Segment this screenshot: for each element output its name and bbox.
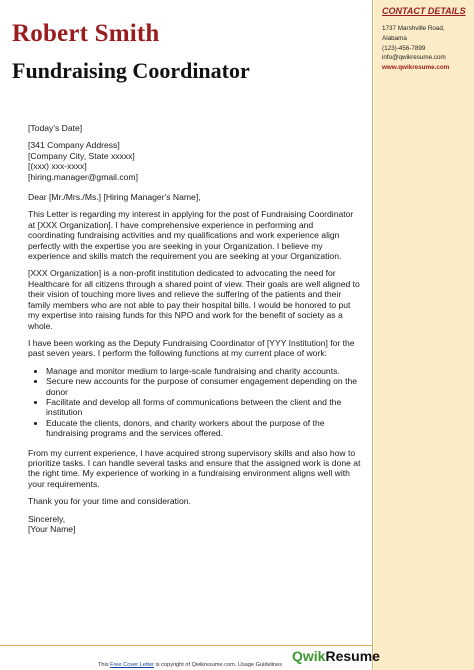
recipient-address-line: [341 Company Address] (28, 140, 120, 151)
duty-item: • Facilitate and develop all forms of communications between the client and the institution (46, 397, 361, 418)
applicant-role: Fundraising Coordinator (12, 58, 250, 83)
signature-name: [Your Name] (28, 524, 76, 534)
sidebar-divider (372, 0, 373, 670)
copyright-notice (98, 662, 282, 668)
recipient-address-line: [hiring.manager@gmail.com] (28, 171, 138, 182)
copyright-suffix: is copyright of Qwikresume.com. Usage Guidelines (153, 662, 283, 668)
signature-block (28, 514, 361, 535)
contact-details-heading: CONTACT DETAILS (382, 6, 466, 16)
duty-item: • Educate the clients, donors, and charity workers about the purpose of the fundraising programs and the services offered. (46, 418, 361, 439)
closing: Sincerely, (28, 513, 66, 524)
contact-email[interactable]: info@qwikresume.com (382, 54, 446, 62)
paragraph-intro: This Letter is regarding my interest in applying for the post of Fundraising Coordinator at [XXX Organization]. I have comprehensive experience in performing and coordinating fundraising activities and my qualifications and work experience align perfectly with the expertise you are seeking in your Organization. I believe my experience and skills match the requirement you are seeking at your Organization. (28, 209, 354, 262)
paragraph-organization: [XXX Organization] is a non-profit institution dedicated to advocating the need for Healthcare for all citizens through a shared point of view. Their goals are well aligned to their vision of touching more lives and relieve the suffering of the patients and their family members who are not able to pay their hospital bills. I would be honored to put my expertise into raising funds for this NPO and work for the benefit of society as a whole. (28, 268, 360, 331)
copyright-prefix: This (98, 662, 111, 668)
contact-address-line-2: Alabama (382, 34, 407, 42)
contact-website[interactable]: www.qwikresume.com (382, 64, 450, 72)
contact-phone: (123)-456-7899 (382, 44, 426, 52)
free-cover-letter-link[interactable]: Free Cover Letter (110, 662, 154, 668)
qwikresume-logo[interactable] (292, 648, 380, 664)
recipient-address (28, 140, 361, 182)
recipient-address-line: [Company City, State xxxxx] (28, 150, 135, 161)
recipient-address-line: [(xxx) xxx-xxxx] (28, 161, 87, 172)
page-footer (0, 642, 474, 670)
footer-divider (0, 645, 372, 646)
duty-item: • Manage and monitor medium to large-scale fundraising and charity accounts. (46, 366, 361, 376)
paragraph-skills: From my current experience, I have acquired strong supervisory skills and also how to prioritize tasks. I can handle several tasks and ensure that the assigned work is done at the right time. My experience of working in a fundraising environment aligns well with your requirements. (28, 447, 361, 489)
contact-details (382, 24, 472, 73)
letter-body (28, 123, 361, 534)
logo-text-resume: Resume (325, 648, 380, 664)
salutation: Dear [Mr./Mrs./Ms.] [Hiring Manager's Name], (28, 192, 201, 203)
letter-date: [Today's Date] (28, 123, 83, 133)
applicant-name: Robert Smith (12, 20, 160, 47)
contact-sidebar (374, 0, 474, 670)
duties-list (28, 366, 361, 439)
contact-address-line-1: 1737 Marshville Road, (382, 25, 445, 32)
logo-text-qwik: Qwik (292, 648, 326, 664)
duty-item: • Secure new accounts for the purpose of consumer engagement depending on the donor (46, 376, 361, 397)
paragraph-experience: I have been working as the Deputy Fundraising Coordinator of [YYY Institution] for the past seven years. I perform the following functions at my current place of work: (28, 337, 355, 359)
paragraph-thanks: Thank you for your time and consideration. (28, 496, 191, 507)
